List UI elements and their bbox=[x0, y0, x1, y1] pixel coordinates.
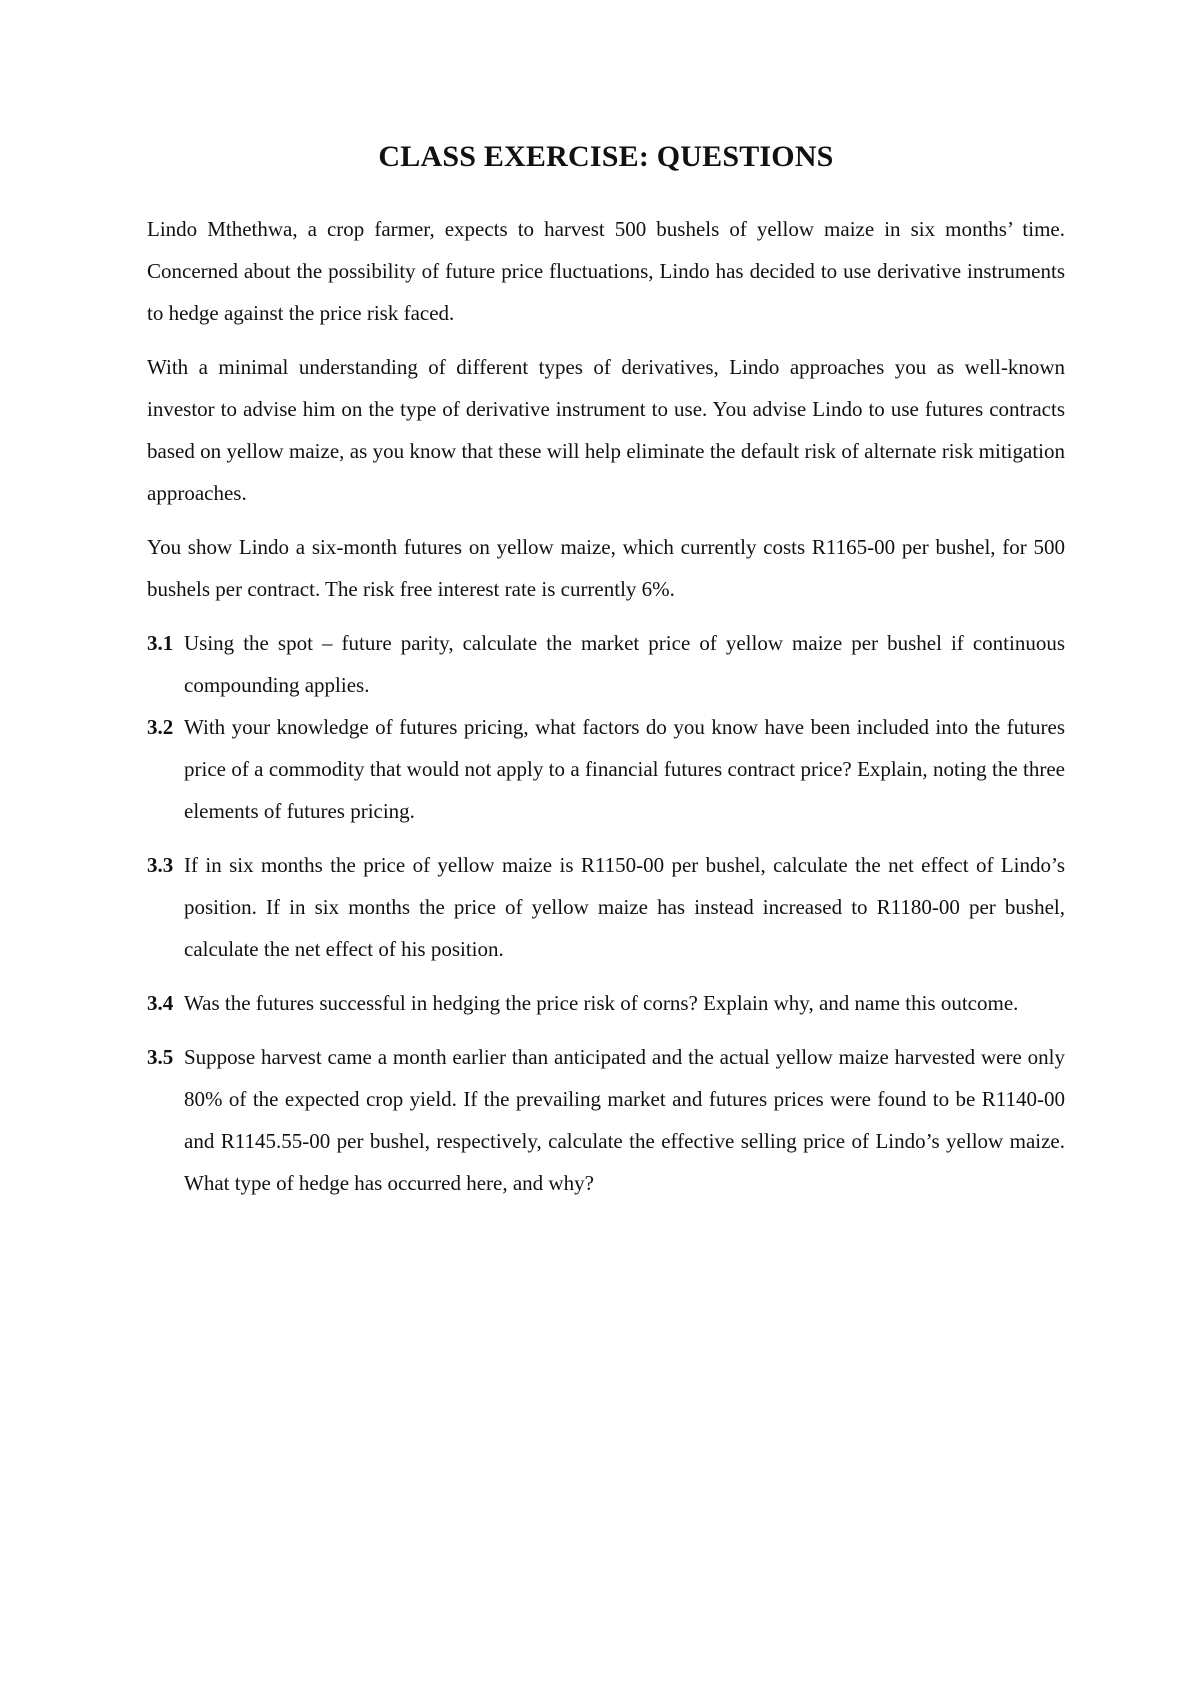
question-item bbox=[147, 622, 1065, 706]
question-item bbox=[147, 1036, 1065, 1204]
question-item bbox=[147, 706, 1065, 832]
question-text: With your knowledge of futures pricing, what factors do you know have been included into the futures price of a commodity that would not apply to a financial futures contract price? Explain, noting the three elements of futures pricing. bbox=[184, 715, 1065, 823]
question-number: 3.2 bbox=[147, 715, 174, 739]
question-number: 3.4 bbox=[147, 991, 174, 1015]
contract-paragraph: You show Lindo a six-month futures on yellow maize, which currently costs R1165-00 per bushel, for 500 bushels per contract. The risk free interest rate is currently 6%. bbox=[147, 535, 1065, 601]
context-paragraph: With a minimal understanding of different types of derivatives, Lindo approaches you as well-known investor to advise him on the type of derivative instrument to use. You advise Lindo to use futures contracts based on yellow maize, as you know that these will help eliminate the default risk of alternate risk mitigation approaches. bbox=[147, 355, 1065, 505]
question-item bbox=[147, 982, 1065, 1024]
question-list bbox=[147, 622, 1065, 1204]
question-item bbox=[147, 844, 1065, 970]
question-text: If in six months the price of yellow maize is R1150-00 per bushel, calculate the net effect of Lindo’s position. If in six months the price of yellow maize has instead increased to R1180-00 per bushel, calculate the net effect of his position. bbox=[184, 853, 1065, 961]
intro-paragraph: Lindo Mthethwa, a crop farmer, expects to harvest 500 bushels of yellow maize in six months’ time. Concerned about the possibility of future price fluctuations, Lindo has decided to use derivative instruments to hedge against the price risk faced. bbox=[147, 217, 1065, 325]
question-text: Suppose harvest came a month earlier than anticipated and the actual yellow maize harvested were only 80% of the expected crop yield. If the prevailing market and futures prices were found to be R1140-00 and R1145.55-00 per bushel, respectively, calculate the effective selling price of Lindo’s yellow maize. What type of hedge has occurred here, and why? bbox=[184, 1045, 1065, 1195]
question-number: 3.3 bbox=[147, 853, 174, 877]
question-text: Using the spot – future parity, calculate the market price of yellow maize per bushel if continuous compounding applies. bbox=[184, 631, 1065, 697]
question-number: 3.5 bbox=[147, 1045, 174, 1069]
question-text: Was the futures successful in hedging the price risk of corns? Explain why, and name this outcome. bbox=[184, 991, 1019, 1015]
question-number: 3.1 bbox=[147, 631, 174, 655]
document-title: CLASS EXERCISE: QUESTIONS bbox=[378, 140, 834, 173]
document-page bbox=[147, 140, 1065, 1216]
